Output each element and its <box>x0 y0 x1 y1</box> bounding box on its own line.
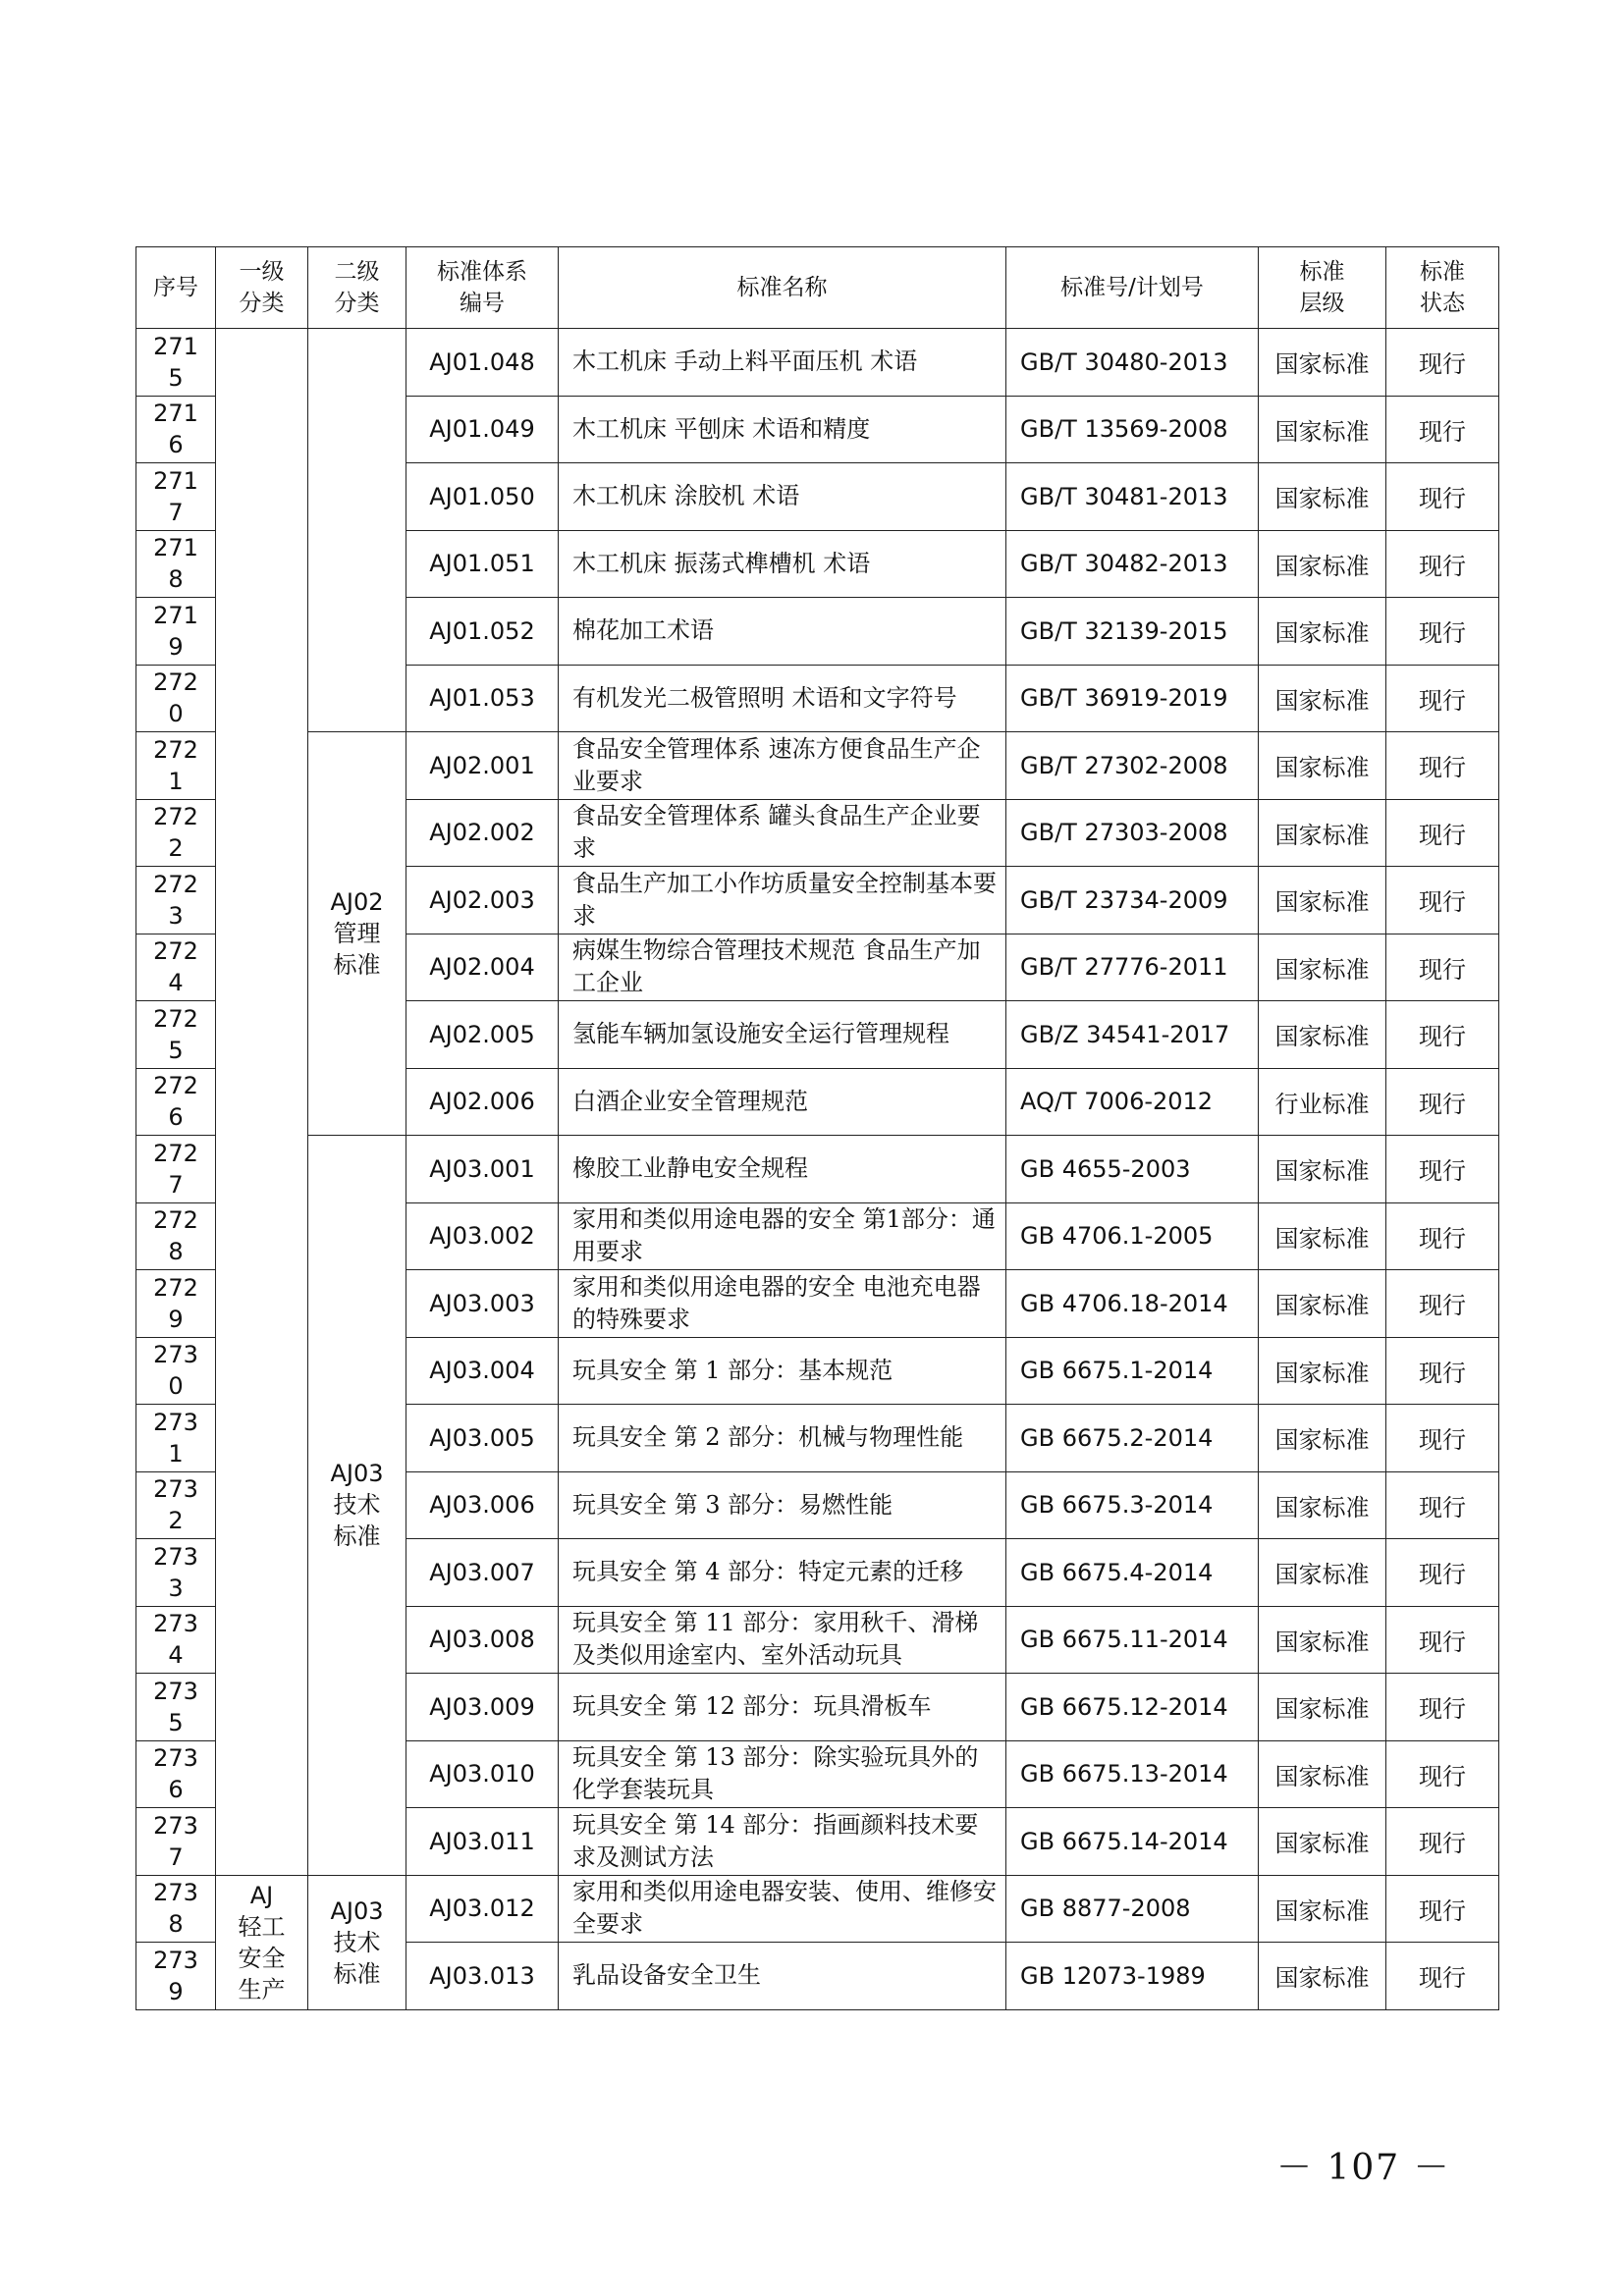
row-standard-status: 现行 <box>1386 1740 1499 1808</box>
row-standard-level: 国家标准 <box>1259 329 1386 397</box>
row-standard-name: 病媒生物综合管理技术规范 食品生产加工企业 <box>559 934 1006 1001</box>
row-seq: 273 0 <box>136 1337 216 1405</box>
row-standard-status: 现行 <box>1386 732 1499 800</box>
row-seq: 273 4 <box>136 1606 216 1674</box>
row-standard-number: GB/T 27302-2008 <box>1006 732 1259 800</box>
header-standard-status: 标准 状态 <box>1386 247 1499 329</box>
row-standard-number: GB/Z 34541-2017 <box>1006 1001 1259 1069</box>
row-standard-level: 国家标准 <box>1259 1674 1386 1741</box>
header-level1-category: 一级 分类 <box>216 247 308 329</box>
row-standard-level: 国家标准 <box>1259 934 1386 1001</box>
row-standard-name: 乳品设备安全卫生 <box>559 1943 1006 2010</box>
row-seq: 273 5 <box>136 1674 216 1741</box>
row-system-code: AJ03.012 <box>406 1875 559 1943</box>
header-standard-name: 标准名称 <box>559 247 1006 329</box>
row-standard-number: GB/T 36919-2019 <box>1006 665 1259 732</box>
level2-category-cell: AJ02 管理 标准 <box>308 732 406 1136</box>
row-system-code: AJ03.001 <box>406 1136 559 1203</box>
header-seq: 序号 <box>136 247 216 329</box>
row-standard-level: 国家标准 <box>1259 1337 1386 1405</box>
row-system-code: AJ03.003 <box>406 1270 559 1338</box>
row-seq: 272 0 <box>136 665 216 732</box>
row-standard-level: 国家标准 <box>1259 598 1386 666</box>
row-standard-level: 国家标准 <box>1259 732 1386 800</box>
row-standard-number: GB/T 13569-2008 <box>1006 396 1259 463</box>
row-seq: 272 9 <box>136 1270 216 1338</box>
row-seq: 272 7 <box>136 1136 216 1203</box>
row-system-code: AJ01.052 <box>406 598 559 666</box>
row-standard-status: 现行 <box>1386 463 1499 531</box>
row-standard-level: 国家标准 <box>1259 530 1386 598</box>
row-standard-name: 食品安全管理体系 速冻方便食品生产企业要求 <box>559 732 1006 800</box>
row-standard-status: 现行 <box>1386 1808 1499 1876</box>
header-row <box>136 247 1499 329</box>
level2-category-cell <box>308 329 406 732</box>
row-system-code: AJ02.002 <box>406 799 559 867</box>
row-system-code: AJ01.051 <box>406 530 559 598</box>
row-standard-number: GB 4706.18-2014 <box>1006 1270 1259 1338</box>
row-seq: 271 6 <box>136 396 216 463</box>
row-seq: 272 8 <box>136 1202 216 1270</box>
row-standard-level: 国家标准 <box>1259 867 1386 934</box>
row-seq: 271 5 <box>136 329 216 397</box>
row-seq: 272 2 <box>136 799 216 867</box>
row-seq: 273 8 <box>136 1875 216 1943</box>
row-standard-name: 木工机床 涂胶机 术语 <box>559 463 1006 531</box>
row-seq: 273 3 <box>136 1539 216 1607</box>
row-system-code: AJ03.005 <box>406 1405 559 1472</box>
row-standard-name: 食品安全管理体系 罐头食品生产企业要求 <box>559 799 1006 867</box>
row-standard-number: GB 6675.4-2014 <box>1006 1539 1259 1607</box>
row-standard-status: 现行 <box>1386 396 1499 463</box>
row-standard-number: GB/T 23734-2009 <box>1006 867 1259 934</box>
row-seq: 271 9 <box>136 598 216 666</box>
table-row <box>136 1875 1499 1943</box>
row-standard-status: 现行 <box>1386 1606 1499 1674</box>
row-seq: 272 3 <box>136 867 216 934</box>
row-standard-level: 国家标准 <box>1259 1606 1386 1674</box>
row-seq: 273 6 <box>136 1740 216 1808</box>
header-system-code: 标准体系 编号 <box>406 247 559 329</box>
level1-category-cell <box>216 329 308 1876</box>
row-standard-number: GB 6675.1-2014 <box>1006 1337 1259 1405</box>
row-standard-number: GB 6675.13-2014 <box>1006 1740 1259 1808</box>
row-standard-level: 国家标准 <box>1259 1405 1386 1472</box>
row-seq: 272 5 <box>136 1001 216 1069</box>
row-standard-number: GB 4706.1-2005 <box>1006 1202 1259 1270</box>
row-standard-number: GB 6675.14-2014 <box>1006 1808 1259 1876</box>
row-standard-status: 现行 <box>1386 799 1499 867</box>
row-standard-number: GB/T 30481-2013 <box>1006 463 1259 531</box>
row-standard-number: GB 12073-1989 <box>1006 1943 1259 2010</box>
row-standard-status: 现行 <box>1386 1202 1499 1270</box>
row-standard-number: AQ/T 7006-2012 <box>1006 1068 1259 1136</box>
row-seq: 273 2 <box>136 1471 216 1539</box>
row-seq: 271 7 <box>136 463 216 531</box>
row-standard-name: 棉花加工术语 <box>559 598 1006 666</box>
row-standard-level: 国家标准 <box>1259 1808 1386 1876</box>
row-standard-number: GB 6675.12-2014 <box>1006 1674 1259 1741</box>
row-standard-name: 木工机床 振荡式榫槽机 术语 <box>559 530 1006 598</box>
row-standard-name: 玩具安全 第 14 部分：指画颜料技术要求及测试方法 <box>559 1808 1006 1876</box>
row-standard-number: GB 6675.11-2014 <box>1006 1606 1259 1674</box>
row-standard-level: 国家标准 <box>1259 1539 1386 1607</box>
row-standard-status: 现行 <box>1386 329 1499 397</box>
row-system-code: AJ02.004 <box>406 934 559 1001</box>
row-standard-name: 玩具安全 第 12 部分：玩具滑板车 <box>559 1674 1006 1741</box>
row-system-code: AJ03.009 <box>406 1674 559 1741</box>
row-system-code: AJ02.001 <box>406 732 559 800</box>
table-row <box>136 1136 1499 1203</box>
row-system-code: AJ03.011 <box>406 1808 559 1876</box>
row-standard-level: 行业标准 <box>1259 1068 1386 1136</box>
row-standard-name: 家用和类似用途电器的安全 电池充电器的特殊要求 <box>559 1270 1006 1338</box>
row-standard-level: 国家标准 <box>1259 1943 1386 2010</box>
row-standard-number: GB 8877-2008 <box>1006 1875 1259 1943</box>
table-body <box>136 329 1499 2010</box>
row-system-code: AJ02.006 <box>406 1068 559 1136</box>
row-system-code: AJ01.048 <box>406 329 559 397</box>
row-standard-level: 国家标准 <box>1259 665 1386 732</box>
row-standard-level: 国家标准 <box>1259 1740 1386 1808</box>
row-system-code: AJ01.053 <box>406 665 559 732</box>
row-standard-level: 国家标准 <box>1259 1136 1386 1203</box>
row-standard-name: 白酒企业安全管理规范 <box>559 1068 1006 1136</box>
row-standard-status: 现行 <box>1386 1405 1499 1472</box>
row-standard-number: GB/T 30480-2013 <box>1006 329 1259 397</box>
row-standard-status: 现行 <box>1386 598 1499 666</box>
row-standard-status: 现行 <box>1386 867 1499 934</box>
row-seq: 273 9 <box>136 1943 216 2010</box>
row-standard-level: 国家标准 <box>1259 1001 1386 1069</box>
row-standard-number: GB 6675.2-2014 <box>1006 1405 1259 1472</box>
row-system-code: AJ03.008 <box>406 1606 559 1674</box>
header-standard-number: 标准号/计划号 <box>1006 247 1259 329</box>
row-standard-name: 玩具安全 第 1 部分：基本规范 <box>559 1337 1006 1405</box>
row-seq: 273 7 <box>136 1808 216 1876</box>
row-system-code: AJ02.005 <box>406 1001 559 1069</box>
level1-category-cell: AJ 轻工 安全 生产 <box>216 1875 308 2009</box>
header-level2-category: 二级 分类 <box>308 247 406 329</box>
row-standard-name: 玩具安全 第 4 部分：特定元素的迁移 <box>559 1539 1006 1607</box>
row-standard-name: 玩具安全 第 3 部分：易燃性能 <box>559 1471 1006 1539</box>
row-standard-number: GB/T 30482-2013 <box>1006 530 1259 598</box>
row-standard-name: 食品生产加工小作坊质量安全控制基本要求 <box>559 867 1006 934</box>
level2-category-cell: AJ03 技术 标准 <box>308 1136 406 1876</box>
standards-table <box>135 246 1499 2010</box>
row-standard-level: 国家标准 <box>1259 799 1386 867</box>
row-seq: 273 1 <box>136 1405 216 1472</box>
row-standard-level: 国家标准 <box>1259 396 1386 463</box>
row-standard-status: 现行 <box>1386 1674 1499 1741</box>
row-system-code: AJ01.049 <box>406 396 559 463</box>
row-seq: 272 1 <box>136 732 216 800</box>
row-standard-status: 现行 <box>1386 1001 1499 1069</box>
table-row <box>136 329 1499 397</box>
row-standard-status: 现行 <box>1386 934 1499 1001</box>
row-standard-status: 现行 <box>1386 1136 1499 1203</box>
row-system-code: AJ03.004 <box>406 1337 559 1405</box>
row-standard-number: GB/T 32139-2015 <box>1006 598 1259 666</box>
row-standard-status: 现行 <box>1386 530 1499 598</box>
row-standard-status: 现行 <box>1386 1270 1499 1338</box>
table-row <box>136 732 1499 800</box>
row-standard-status: 现行 <box>1386 1943 1499 2010</box>
row-standard-name: 有机发光二极管照明 术语和文字符号 <box>559 665 1006 732</box>
row-standard-name: 木工机床 手动上料平面压机 术语 <box>559 329 1006 397</box>
row-standard-status: 现行 <box>1386 1539 1499 1607</box>
row-seq: 272 4 <box>136 934 216 1001</box>
row-standard-status: 现行 <box>1386 1068 1499 1136</box>
row-seq: 271 8 <box>136 530 216 598</box>
row-standard-name: 玩具安全 第 13 部分：除实验玩具外的化学套装玩具 <box>559 1740 1006 1808</box>
row-standard-name: 木工机床 平刨床 术语和精度 <box>559 396 1006 463</box>
row-standard-level: 国家标准 <box>1259 1471 1386 1539</box>
header-standard-level: 标准 层级 <box>1259 247 1386 329</box>
level2-category-cell: AJ03 技术 标准 <box>308 1875 406 2009</box>
row-standard-number: GB/T 27303-2008 <box>1006 799 1259 867</box>
row-standard-level: 国家标准 <box>1259 463 1386 531</box>
page-number: － 107 － <box>1276 2148 1451 2188</box>
row-standard-number: GB/T 27776-2011 <box>1006 934 1259 1001</box>
row-standard-level: 国家标准 <box>1259 1270 1386 1338</box>
row-standard-level: 国家标准 <box>1259 1202 1386 1270</box>
row-standard-name: 家用和类似用途电器的安全 第1部分：通用要求 <box>559 1202 1006 1270</box>
row-standard-number: GB 4655-2003 <box>1006 1136 1259 1203</box>
row-standard-status: 现行 <box>1386 1471 1499 1539</box>
row-standard-name: 氢能车辆加氢设施安全运行管理规程 <box>559 1001 1006 1069</box>
row-standard-name: 橡胶工业静电安全规程 <box>559 1136 1006 1203</box>
row-standard-name: 玩具安全 第 11 部分：家用秋千、滑梯及类似用途室内、室外活动玩具 <box>559 1606 1006 1674</box>
row-system-code: AJ03.013 <box>406 1943 559 2010</box>
row-system-code: AJ02.003 <box>406 867 559 934</box>
row-system-code: AJ03.010 <box>406 1740 559 1808</box>
row-standard-status: 现行 <box>1386 1337 1499 1405</box>
row-seq: 272 6 <box>136 1068 216 1136</box>
row-system-code: AJ03.007 <box>406 1539 559 1607</box>
row-standard-number: GB 6675.3-2014 <box>1006 1471 1259 1539</box>
row-system-code: AJ01.050 <box>406 463 559 531</box>
row-standard-name: 家用和类似用途电器安装、使用、维修安全要求 <box>559 1875 1006 1943</box>
row-standard-status: 现行 <box>1386 1875 1499 1943</box>
row-standard-status: 现行 <box>1386 665 1499 732</box>
row-standard-level: 国家标准 <box>1259 1875 1386 1943</box>
row-system-code: AJ03.002 <box>406 1202 559 1270</box>
row-standard-name: 玩具安全 第 2 部分：机械与物理性能 <box>559 1405 1006 1472</box>
row-system-code: AJ03.006 <box>406 1471 559 1539</box>
